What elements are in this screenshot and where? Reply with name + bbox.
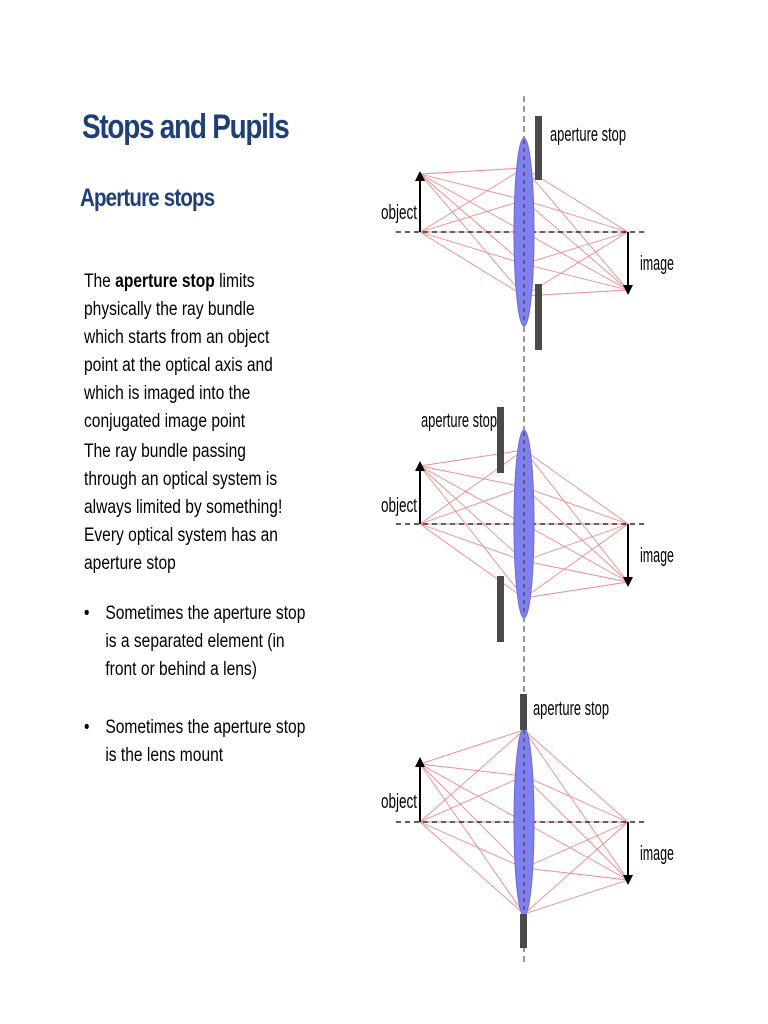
image-label: image (640, 253, 674, 275)
aperture-stop-label: aperture stop (421, 410, 497, 432)
bullet-icon: • (84, 603, 90, 624)
paragraph-text: The (84, 271, 116, 292)
diagram-stop-behind-lens (381, 116, 674, 350)
bullet-text: Sometimes the aperture stop is the lens mount (105, 717, 306, 766)
lens-mount-lower (520, 914, 527, 948)
page-title: Stops and Pupils (82, 108, 289, 146)
aperture-stop-label: aperture stop (533, 698, 609, 720)
object-label: object (381, 202, 418, 224)
aperture-stop-lower (535, 284, 542, 350)
image-label: image (640, 545, 674, 567)
aperture-stop-upper (535, 116, 542, 180)
paragraph-text: limits physically the ray bundle which starts from an object point at the optical axis and which is imaged into the conjugated image point (84, 271, 273, 432)
lens-mount-upper (520, 694, 527, 730)
aperture-stop-upper (497, 407, 504, 473)
image-label: image (640, 843, 674, 865)
diagram-lens-mount-stop (381, 694, 674, 948)
object-label: object (381, 495, 418, 517)
section-subtitle: Aperture stops (80, 184, 215, 212)
bullet-icon: • (84, 717, 90, 738)
aperture-stop-lower (497, 576, 504, 642)
bullet-text: Sometimes the aperture stop is a separated element (in front or behind a lens) (105, 603, 306, 680)
object-label: object (381, 791, 418, 813)
diagram-stop-in-front-of-lens (381, 407, 674, 642)
paragraph-ray-bundle: The ray bundle passing through an optical system is always limited by something! Every optical system has an aperture stop (84, 441, 283, 574)
bold-term: aperture stop (115, 271, 215, 292)
aperture-stop-label: aperture stop (550, 124, 626, 146)
